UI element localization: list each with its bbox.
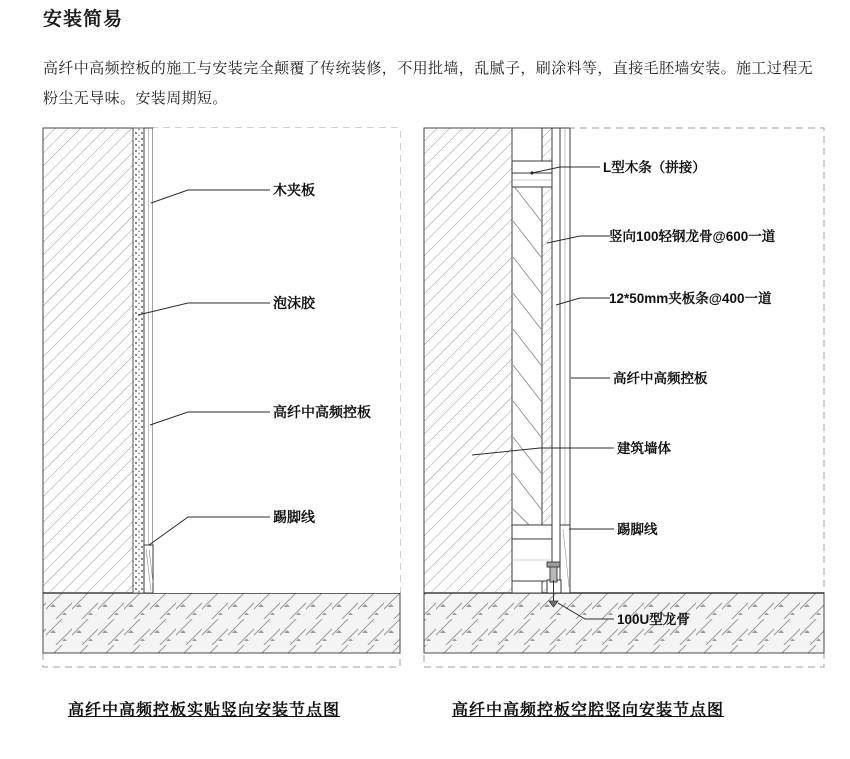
right-label-4: 建筑墙体 <box>617 441 671 456</box>
intro-paragraph: 高纤中高频控板的施工与安装完全颠覆了传统装修，不用批墙，乱腻子，刷涂料等，直接毛胚墙安装。施工过程无粉尘无导味。安装周期短。 <box>43 60 814 107</box>
figure-right <box>424 128 824 667</box>
right-label-group <box>603 159 776 627</box>
right-steel-stud <box>542 128 552 593</box>
left-foam-layer <box>133 128 144 593</box>
right-label-2: 12*50mm夹板条@400一道 <box>609 291 772 306</box>
right-lower-batten-frame <box>512 525 552 581</box>
construction-detail-drawings <box>20 125 830 670</box>
right-plywood-batten <box>552 128 560 593</box>
left-label-1: 泡沫胶 <box>273 295 315 311</box>
right-label-0: L型木条（拼接） <box>603 160 706 175</box>
right-figure-caption: 高纤中高频控板空腔竖向安装节点图 <box>452 702 725 719</box>
left-label-3: 踢脚线 <box>273 509 315 525</box>
left-figure-caption: 高纤中高频控板实贴竖向安装节点图 <box>68 702 341 719</box>
right-wall-body <box>424 128 512 593</box>
diagram-figures <box>20 125 830 670</box>
right-label-1: 竖向100轻钢龙骨@600一道 <box>609 229 776 244</box>
figure-left <box>43 128 400 667</box>
left-floor-slab <box>43 593 400 653</box>
right-leader-dot-1 <box>530 171 533 174</box>
right-label-5: 踢脚线 <box>617 522 658 537</box>
right-label-3: 高纤中高频控板 <box>613 371 708 386</box>
left-label-0: 木夹板 <box>273 182 315 198</box>
right-label-6: 100U型龙骨 <box>617 612 690 627</box>
page-title: 安装简易 <box>43 9 124 30</box>
left-label-2: 高纤中高频控板 <box>273 404 371 420</box>
left-wall-body <box>43 128 133 593</box>
